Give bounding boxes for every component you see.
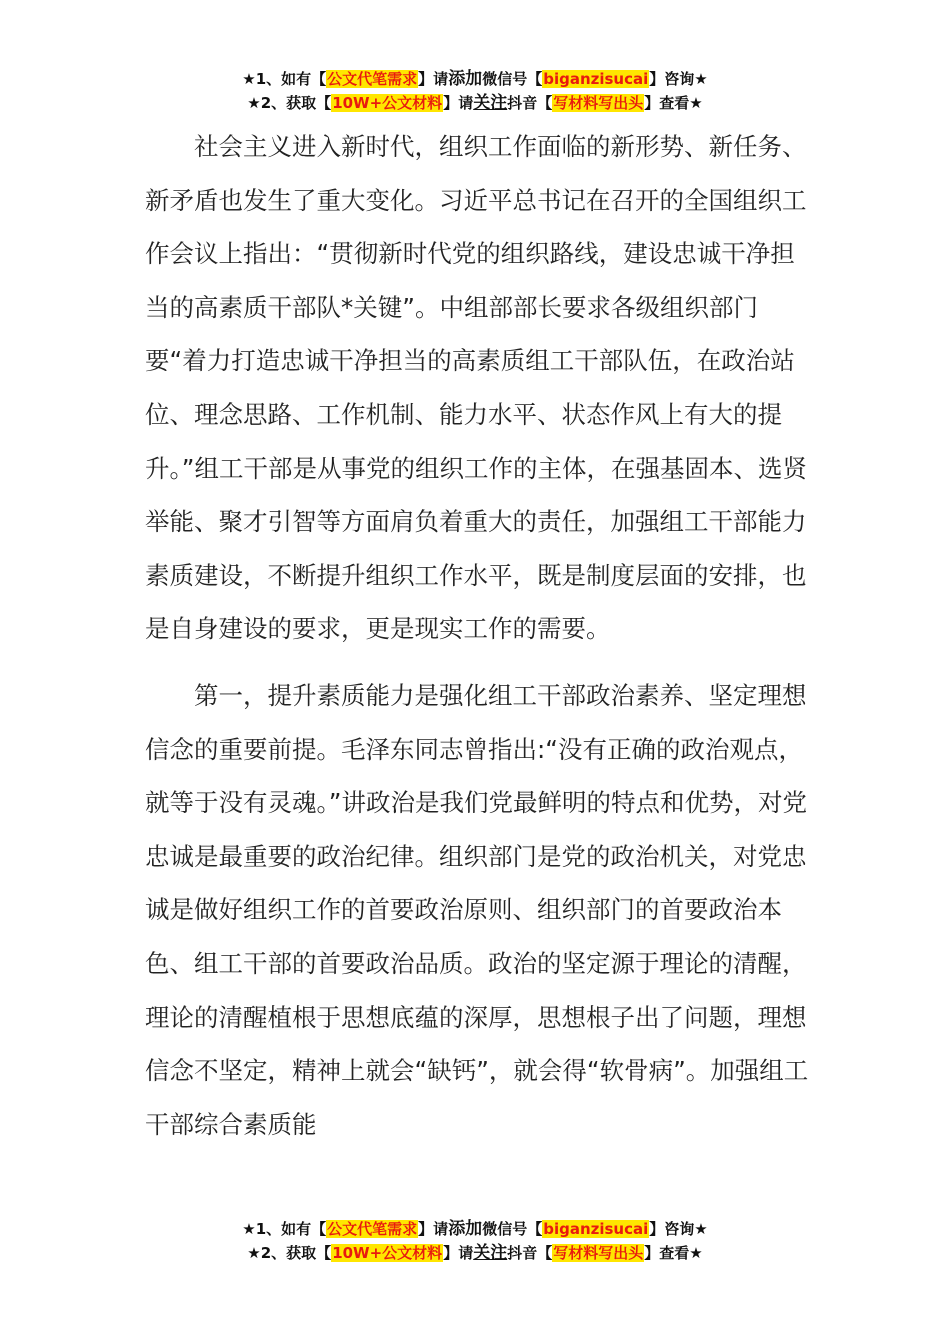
highlight-writing-service: 公文代笔需求 bbox=[327, 70, 418, 88]
banner-line-1: ★1、如有【公文代笔需求】请添加微信号【biganzisucai】咨询★ bbox=[242, 1219, 708, 1239]
document-body bbox=[145, 120, 815, 1151]
highlight-douyin-account: 写材料写出头 bbox=[553, 94, 644, 112]
footer-banner bbox=[0, 1217, 950, 1265]
banner-line-1: ★1、如有【公文代笔需求】请添加微信号【biganzisucai】咨询★ bbox=[242, 69, 708, 89]
banner-line-2: ★2、获取【10W+公文材料】请关注抖音【写材料写出头】查看★ bbox=[247, 93, 703, 113]
highlight-writing-service: 公文代笔需求 bbox=[327, 1220, 418, 1238]
header-banner bbox=[0, 67, 950, 115]
highlight-wechat-id: biganzisucai bbox=[543, 1220, 649, 1238]
highlight-materials: 10W+公文材料 bbox=[332, 1244, 443, 1262]
paragraph-first-point: 第一，提升素质能力是强化组工干部政治素养、坚定理想信念的重要前提。毛泽东同志曾指出:“没有正确的政治观点，就等于没有灵魂。”讲政治是我们党最鲜明的特点和优势，对党忠诚是最重要的政治纪律。组织部门是党的政治机关，对党忠诚是做好组织工作的首要政治原则、组织部门的首要政治本色、组工干部的首要政治品质。政治的坚定源于理论的清醒，理论的清醒植根于思想底蕴的深厚，思想根子出了问题，理想信念不坚定，精神上就会“缺钙”，就会得“软骨病”。加强组工干部综合素质能 bbox=[145, 680, 809, 1139]
paragraph-intro: 社会主义进入新时代，组织工作面临的新形势、新任务、新矛盾也发生了重大变化。习近平总书记在召开的全国组织工作会议上指出：“贯彻新时代党的组织路线，建设忠诚干净担当的高素质干部队*关键”。中组部部长要求各级组织部门要“着力打造忠诚干净担当的高素质组工干部队伍，在政治站位、理念思路、工作机制、能力水平、状态作风上有大的提升。”组工干部是从事党的组织工作的主体，在强基固本、选贤举能、聚才引智等方面肩负着重大的责任，加强组工干部能力素质建设，不断提升组织工作水平，既是制度层面的安排，也是自身建设的要求，更是现实工作的需要。 bbox=[145, 132, 807, 644]
highlight-materials: 10W+公文材料 bbox=[332, 94, 443, 112]
banner-line-2: ★2、获取【10W+公文材料】请关注抖音【写材料写出头】查看★ bbox=[247, 1243, 703, 1263]
highlight-wechat-id: biganzisucai bbox=[543, 70, 649, 88]
highlight-douyin-account: 写材料写出头 bbox=[553, 1244, 644, 1262]
